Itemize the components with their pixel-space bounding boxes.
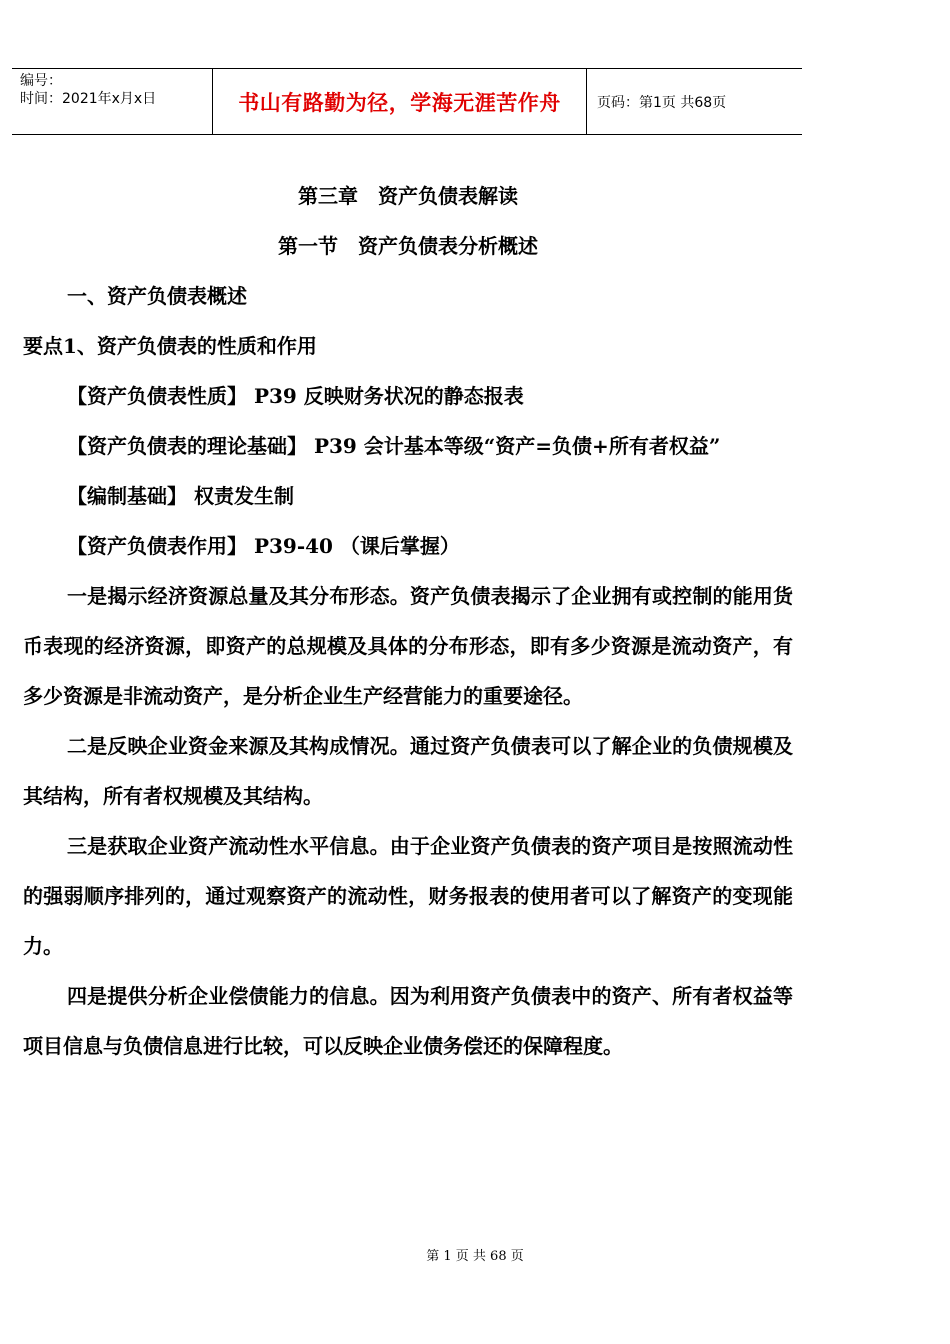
point-heading: 要点1、资产负债表的性质和作用 <box>23 334 317 358</box>
number-label: 编号： <box>20 73 62 89</box>
header-page-info: 页码：第1页 共68页 <box>597 94 727 111</box>
paragraph-1: 一是揭示经济资源总量及其分布形态。资产负债表揭示了企业拥有或控制的能用货币表现的经济资源，即资产的总规模及具体的分布形态，即有多少资源是流动资产，有多少资源是非流动资产，是分析企业生产经营能力的重要途径。 <box>23 584 793 708</box>
heading-overview: 一、资产负债表概述 <box>67 284 247 308</box>
section-title: 第一节 资产负债表分析概述 <box>278 234 538 258</box>
document-body <box>23 171 793 1071</box>
header-motto: 书山有路勤为径，学海无涯苦作舟 <box>213 69 587 134</box>
header-meta <box>12 69 213 134</box>
theory-basis-line: 【资产负债表的理论基础】 P39 会计基本等级“资产=负债+所有者权益” <box>67 434 721 458</box>
prep-basis-line: 【编制基础】 权责发生制 <box>67 484 294 508</box>
chapter-title: 第三章 资产负债表解读 <box>298 184 518 208</box>
page-header <box>12 68 802 135</box>
paragraph-3: 三是获取企业资产流动性水平信息。由于企业资产负债表的资产项目是按照流动性的强弱顺序排列的，通过观察资产的流动性，财务报表的使用者可以了解资产的变现能力。 <box>23 834 793 958</box>
paragraph-2: 二是反映企业资金来源及其构成情况。通过资产负债表可以了解企业的负债规模及其结构，所有者权规模及其结构。 <box>23 734 793 808</box>
time-label: 时间：2021年x月x日 <box>20 91 157 107</box>
nature-line: 【资产负债表性质】 P39 反映财务状况的静态报表 <box>67 384 524 408</box>
page-footer: 第 1 页 共 68 页 <box>426 1249 524 1264</box>
paragraph-4: 四是提供分析企业偿债能力的信息。因为利用资产负债表中的资产、所有者权益等项目信息与负债信息进行比较，可以反映企业债务偿还的保障程度。 <box>23 984 793 1058</box>
role-line: 【资产负债表作用】 P39-40 （课后掌握） <box>67 534 460 558</box>
